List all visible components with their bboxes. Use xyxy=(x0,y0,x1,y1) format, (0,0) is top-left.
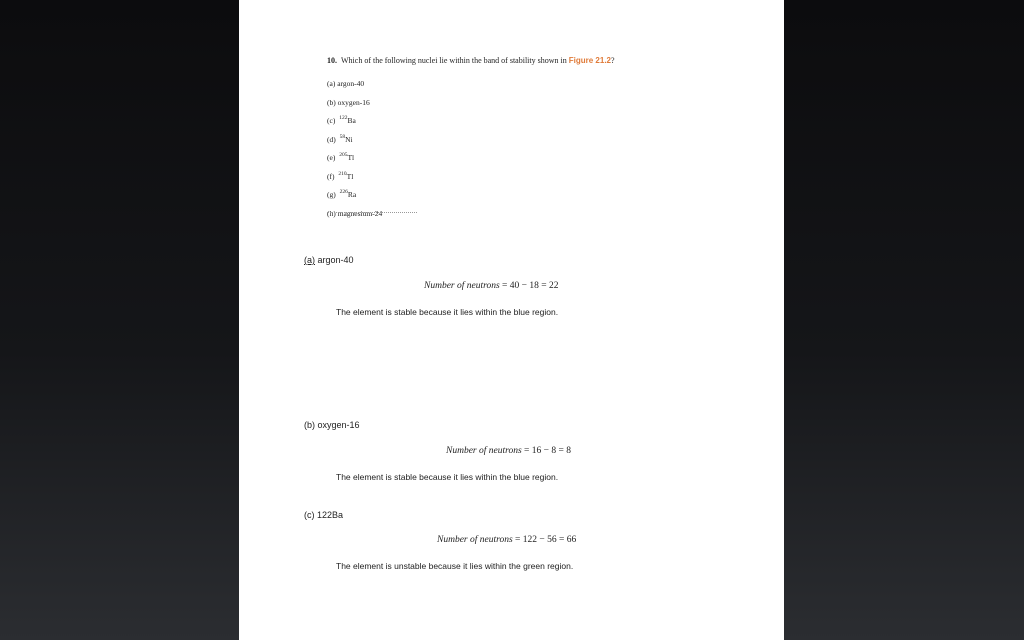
question-stem xyxy=(327,54,767,68)
answer-b-label: (b) oxygen-16 xyxy=(304,420,360,430)
answer-b-text: The element is stable because it lies within the blue region. xyxy=(336,472,559,482)
answer-a-text: The element is stable because it lies within the blue region. xyxy=(336,307,559,317)
question-number: 10. xyxy=(327,56,337,65)
answer-a-equation: Number of neutrons = 40 − 18 = 22 xyxy=(424,281,559,291)
option-a: (a) argon-40 xyxy=(327,79,365,88)
answer-a-label: (a) argon-40 xyxy=(304,255,354,265)
option-f: (f) $^{210}$Tl xyxy=(327,170,354,181)
option-b: (b) oxygen-16 xyxy=(327,97,370,107)
question-block xyxy=(327,54,767,220)
answer-b-equation: Number of neutrons = 16 − 8 = 8 xyxy=(446,446,571,456)
question-end: ? xyxy=(611,56,615,65)
document-page xyxy=(239,0,784,640)
option-g: (g) $^{226}$Ra xyxy=(327,189,357,199)
option-h: (h) magnesium-24 xyxy=(327,208,383,218)
answer-c-text: The element is unstable because it lies within the green region. xyxy=(336,561,574,571)
answer-c-equation: Number of neutrons = 122 − 56 = 66 xyxy=(437,535,577,545)
figure-link[interactable]: Figure 21.2 xyxy=(568,56,611,65)
answer-c-label: (c) 122Ba xyxy=(304,510,344,520)
option-c: (c) $^{122}$Ba xyxy=(327,115,356,125)
question-text: Which of the following nuclei lie within the band of stability shown in xyxy=(341,56,569,65)
cropped-line xyxy=(327,212,417,215)
option-e: (e) $^{205}$Tl xyxy=(327,152,355,162)
option-d: (d) $^{58}$Ni xyxy=(327,133,353,144)
